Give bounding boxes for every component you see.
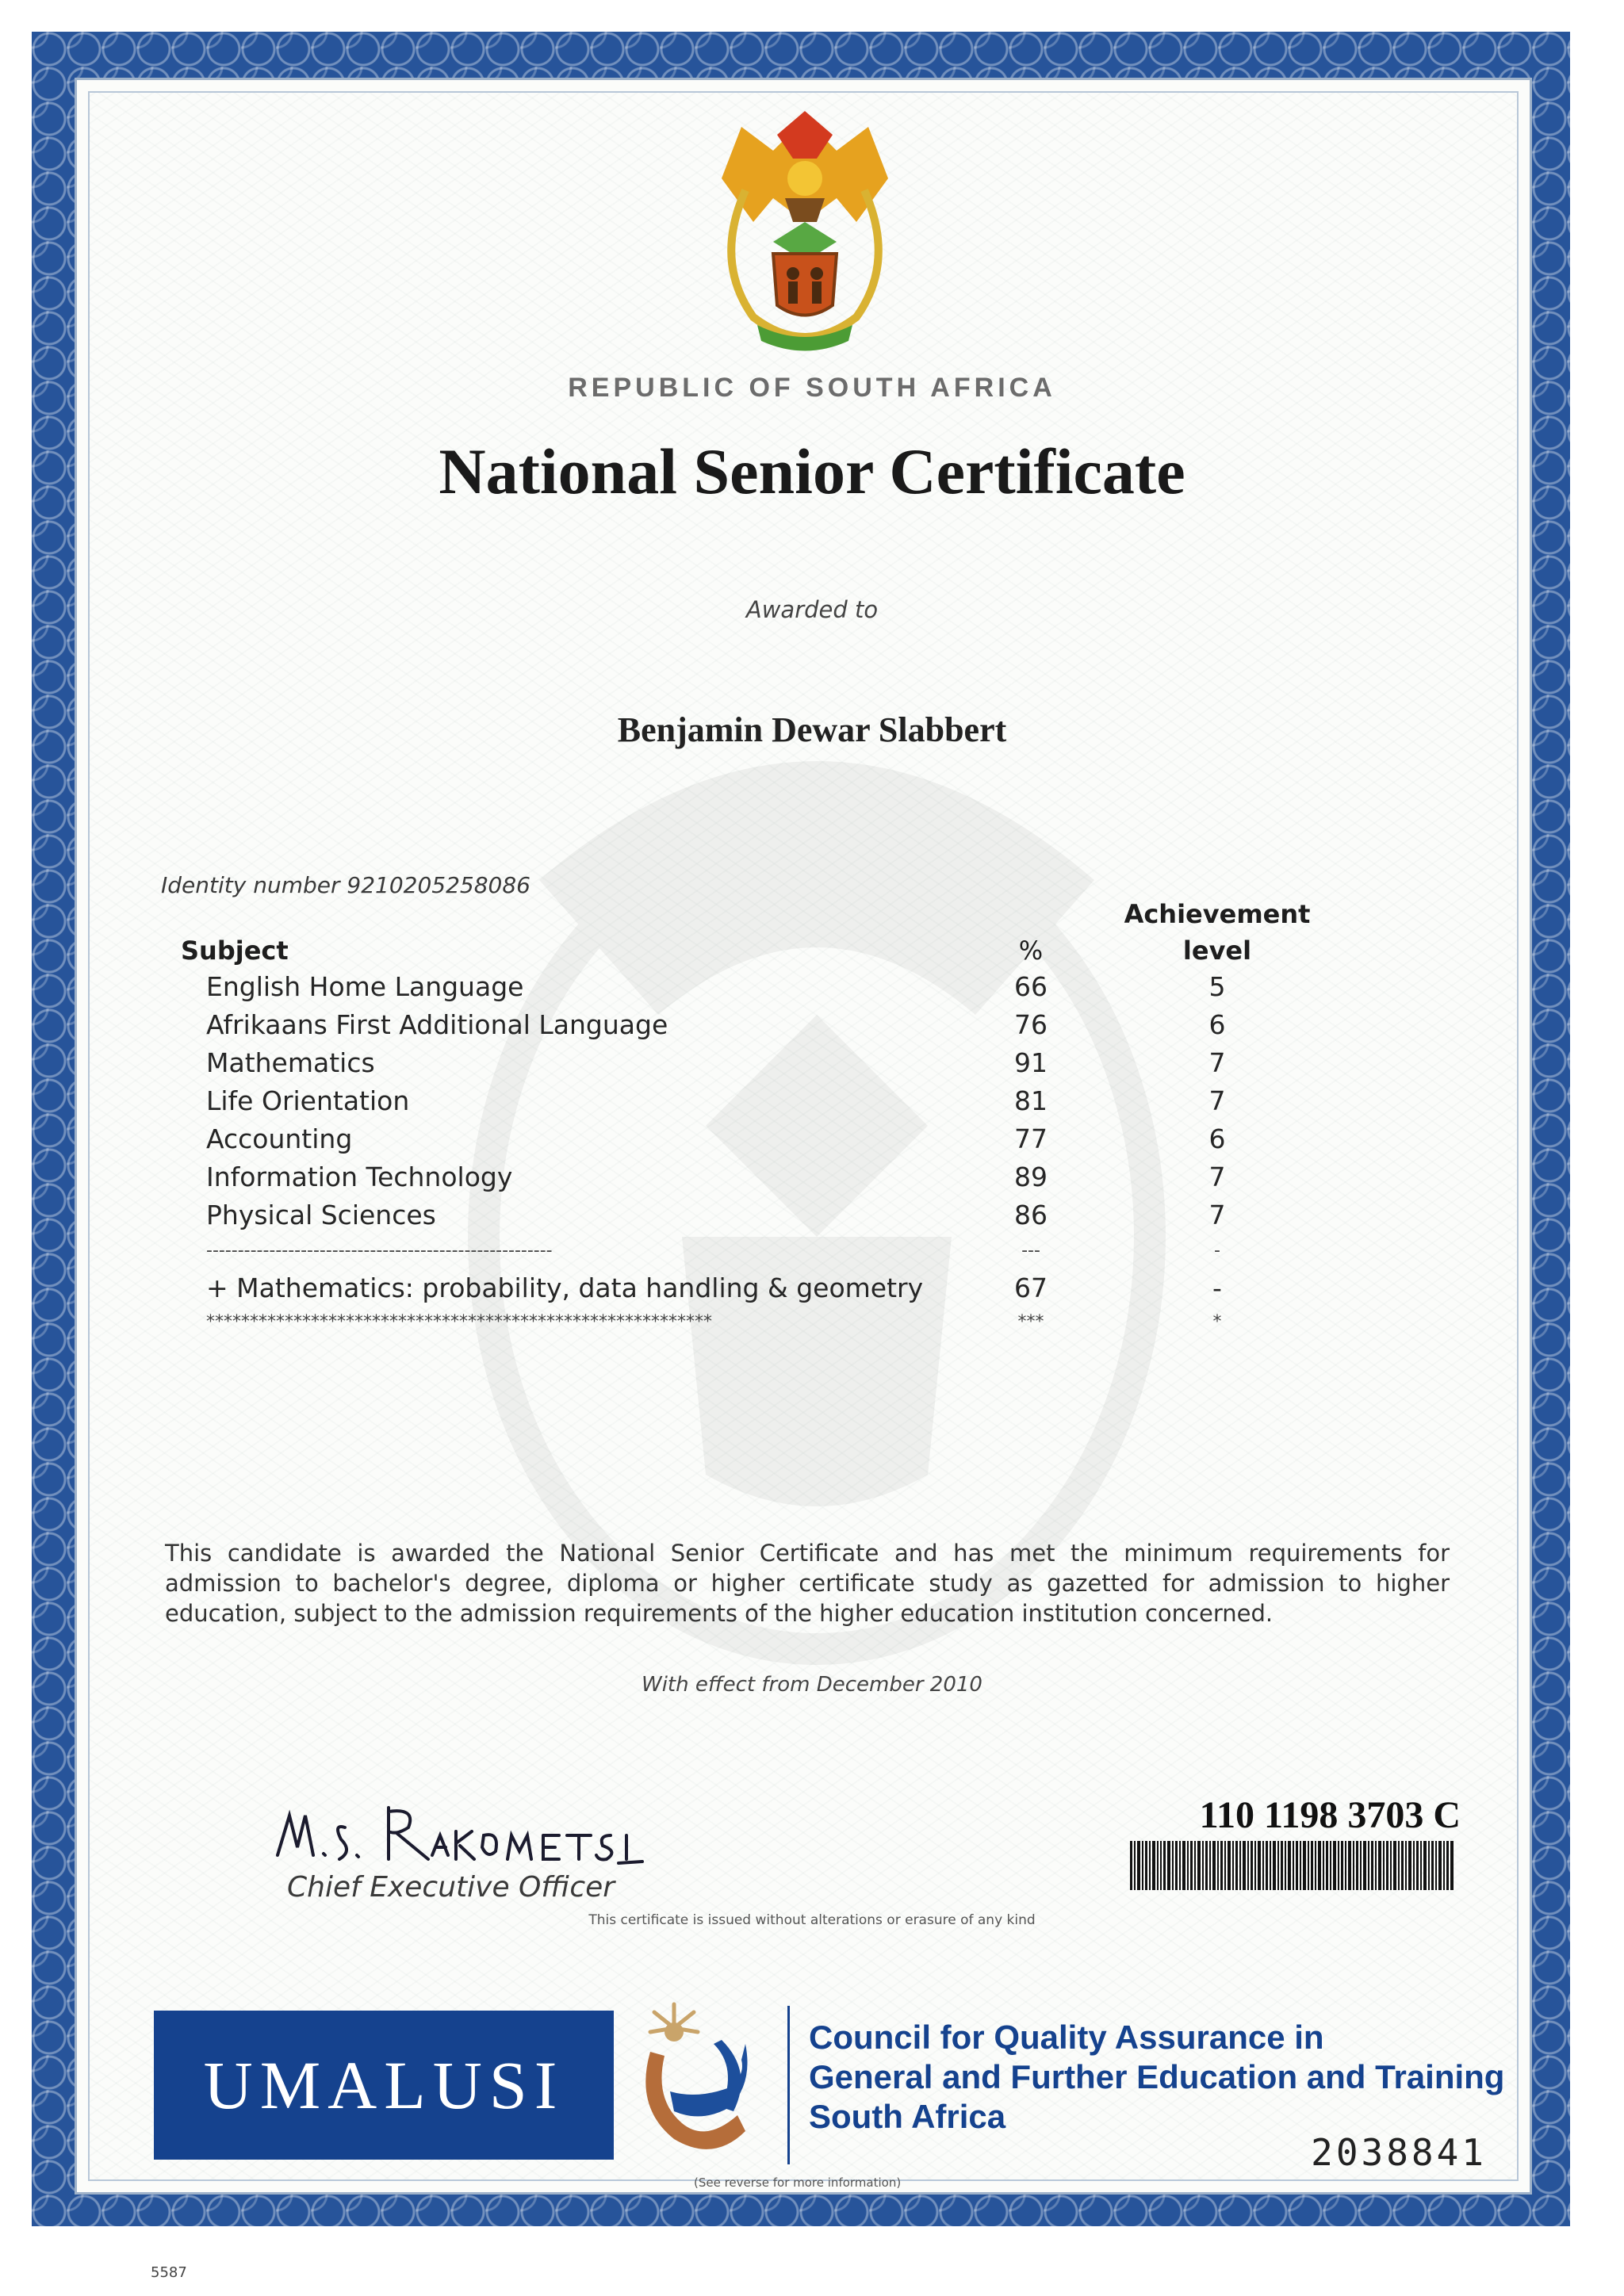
print-number: 5587 [151,2264,187,2281]
umalusi-emblem-icon [626,1996,761,2171]
certificate-barcode [1130,1841,1454,1890]
subject-level: 7 [1208,1085,1226,1116]
council-line-3: South Africa [809,2098,1006,2135]
subject-percent: 67 [1014,1272,1048,1303]
subject-name: Afrikaans First Additional Language [206,1009,668,1040]
table-row [0,1200,1624,1238]
subject-name: Mathematics [206,1047,375,1078]
subject-percent: 76 [1014,1009,1048,1040]
subject-level: - [1212,1272,1222,1303]
reverse-note: (See reverse for more information) [694,2175,902,2190]
council-description [809,2018,1504,2137]
subject-name: English Home Language [206,971,524,1002]
subject-name: Accounting [206,1123,353,1154]
subject-level: 6 [1208,1009,1226,1040]
subject-percent: 91 [1014,1047,1048,1078]
ceo-signature [270,1792,682,1871]
table-terminator-row [0,1312,1624,1350]
table-row [0,1085,1624,1123]
separator-level: - [1214,1241,1220,1261]
country-heading: REPUBLIC OF SOUTH AFRICA [568,373,1056,403]
awarded-to-label: Awarded to [745,596,879,623]
candidate-name: Benjamin Dewar Slabbert [617,710,1007,749]
separator-line: ------------------------------------------------------- [206,1241,553,1261]
subject-percent: 81 [1014,1085,1048,1116]
subject-name: Life Orientation [206,1085,410,1116]
separator-percent: --- [1021,1241,1040,1261]
subject-level: 7 [1208,1161,1226,1192]
percent-column-header: % [1018,936,1044,966]
table-row [0,971,1624,1009]
coat-of-arms-emblem [698,103,912,365]
subject-percent: 89 [1014,1161,1048,1192]
subject-name: Information Technology [206,1161,513,1192]
terminator-line: ********************************************************** [206,1312,712,1332]
identity-number: Identity number 9210205258086 [161,872,530,898]
additional-subject-row [0,1272,1624,1311]
certificate-number: 110 1198 3703 C [1199,1794,1461,1836]
serial-number: 2038841 [1311,2131,1487,2174]
issued-note: This certificate is issued without alterations or erasure of any kind [588,1912,1036,1928]
table-row [0,1009,1624,1047]
award-statement: This candidate is awarded the National Senior Certificate and has met the minimum requirements for admission to bachelor's degree, diploma or higher certificate study as gazetted for admission to higher education, subject to the admission requirements of the higher education institution concerned. [165,1540,1450,1627]
subject-column-header: Subject [181,936,289,966]
council-line-1: Council for Quality Assurance in [809,2019,1324,2056]
table-row [0,1123,1624,1161]
terminator-level: * [1212,1312,1222,1332]
subject-name: Physical Sciences [206,1200,436,1230]
umalusi-name: UMALUSI [203,2047,565,2123]
subject-level: 7 [1208,1200,1226,1230]
terminator-percent: *** [1017,1312,1044,1332]
certificate-title: National Senior Certificate [439,435,1185,507]
subject-level: 7 [1208,1047,1226,1078]
subject-name: + Mathematics: probability, data handling & geometry [206,1272,924,1303]
subject-level: 5 [1208,971,1226,1002]
achievement-column-header: Achievement level [1124,899,1311,966]
effective-date: With effect from December 2010 [642,1673,982,1697]
subject-percent: 77 [1014,1123,1048,1154]
table-row [0,1047,1624,1085]
footer-divider [787,2006,790,2164]
subject-percent: 86 [1014,1200,1048,1230]
signatory-title: Chief Executive Officer [287,1871,615,1904]
subject-level: 6 [1208,1123,1226,1154]
table-row [0,1161,1624,1200]
council-line-2: General and Further Education and Training [809,2058,1505,2095]
subject-percent: 66 [1014,971,1048,1002]
